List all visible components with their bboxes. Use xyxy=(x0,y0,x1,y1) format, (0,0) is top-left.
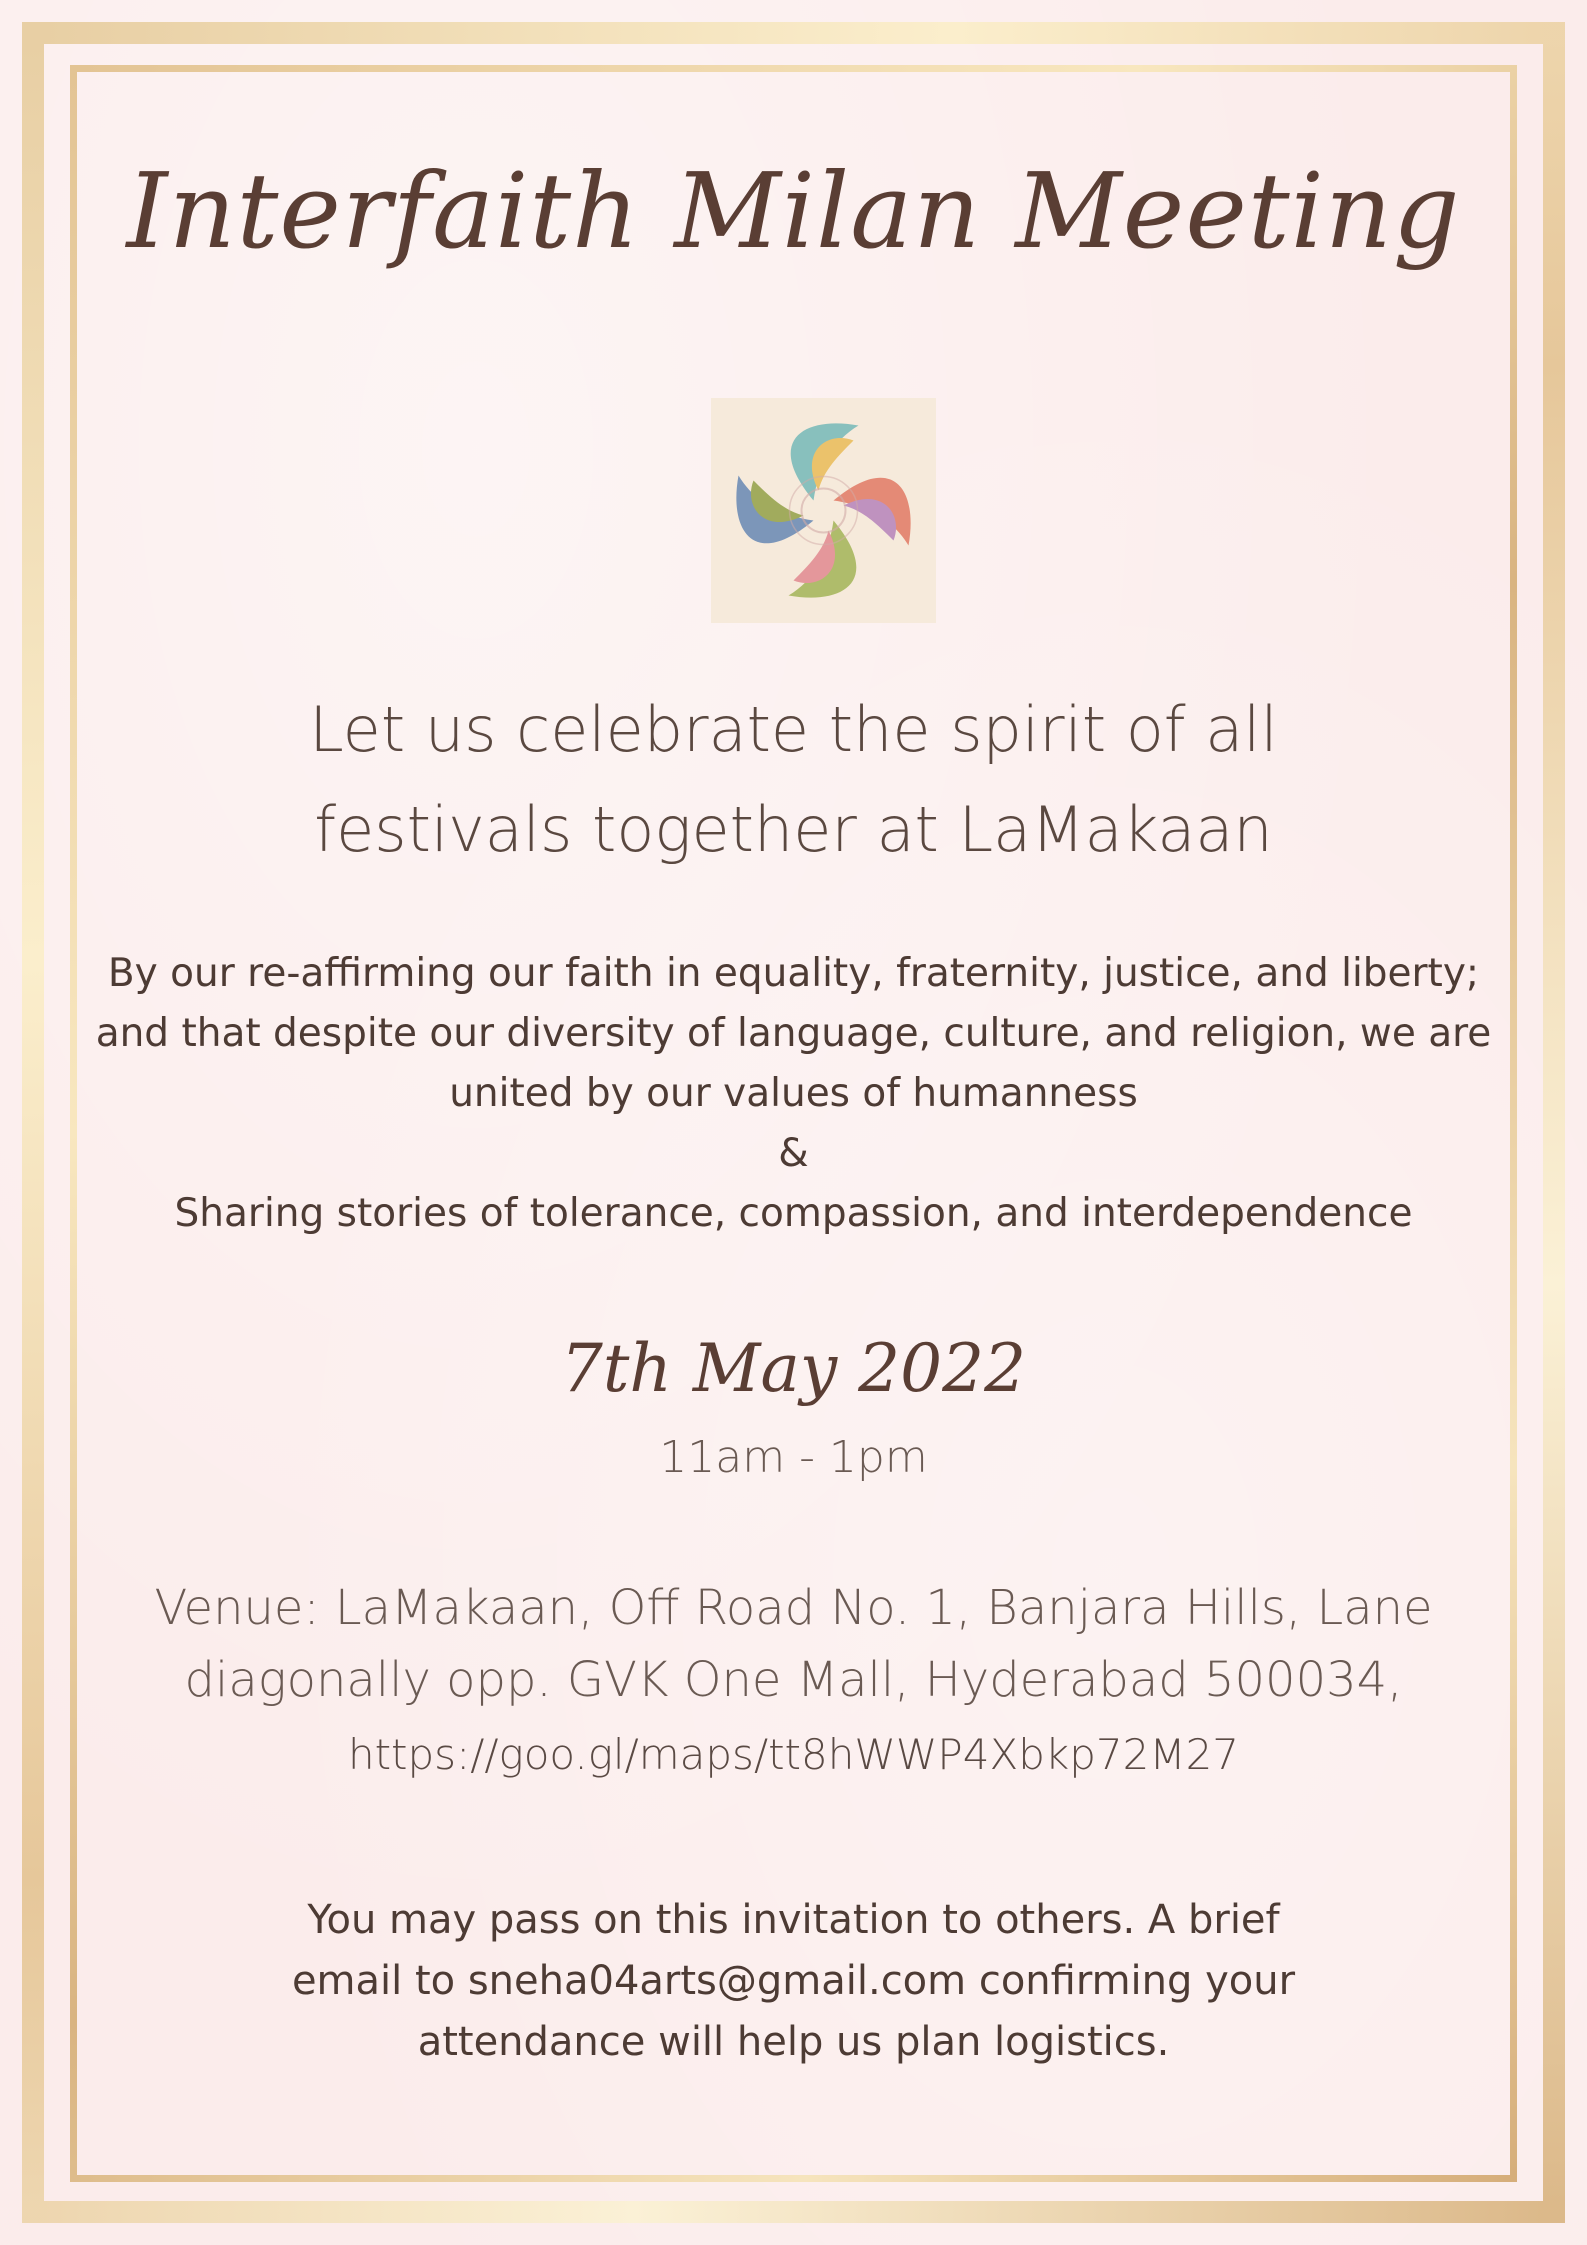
body-line: united by our values of humanness xyxy=(449,1071,1138,1116)
subtitle-line: festivals together at LaMakaan xyxy=(314,793,1273,866)
body-line: & xyxy=(778,1131,809,1176)
body-line: and that despite our diversity of language, culture, and religion, we are xyxy=(95,1011,1492,1056)
closing-note xyxy=(0,1890,1587,2073)
venue-map-link[interactable]: https://goo.gl/maps/tt8hWWP4Xbkp72M27 xyxy=(347,1730,1240,1779)
event-time: 11am - 1pm xyxy=(659,1432,928,1483)
invitation-body xyxy=(80,944,1507,1244)
interfaith-logo-icon xyxy=(711,398,936,623)
venue-line: Venue: LaMakaan, Off Road No. 1, Banjara Hills, Lane xyxy=(154,1580,1433,1636)
body-line: By our re-affirming our faith in equality, fraternity, justice, and liberty; xyxy=(107,951,1480,996)
event-date: 7th May 2022 xyxy=(560,1330,1027,1407)
closing-line: You may pass on this invitation to others. A brief xyxy=(307,1897,1280,1943)
body-line: Sharing stories of tolerance, compassion, and interdependence xyxy=(174,1191,1413,1236)
invitation-title: Interfaith Milan Meeting xyxy=(126,150,1461,272)
closing-line: attendance will help us plan logistics. xyxy=(417,2019,1170,2065)
event-venue xyxy=(0,1572,1587,1716)
invitation-subtitle xyxy=(0,680,1587,880)
venue-line: diagonally opp. GVK One Mall, Hyderabad 500034, xyxy=(184,1652,1403,1708)
subtitle-line: Let us celebrate the spirit of all xyxy=(309,693,1278,766)
closing-line: email to sneha04arts@gmail.com confirming your xyxy=(291,1958,1296,2004)
